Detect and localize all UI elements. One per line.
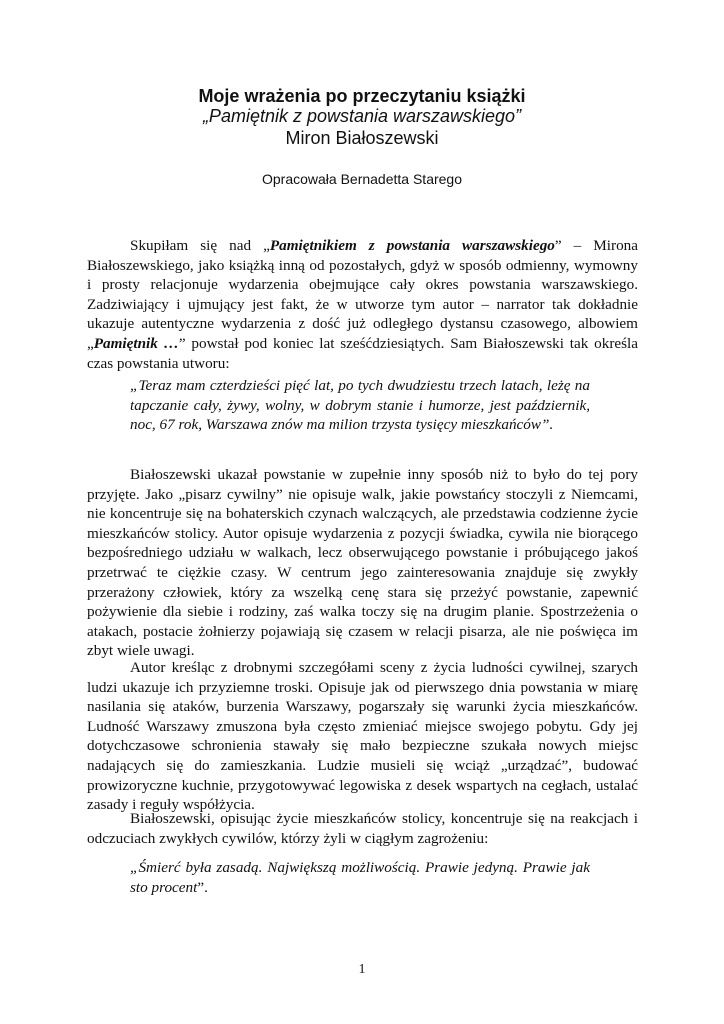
quote-2-end: ”.	[197, 878, 208, 896]
quote-2-text: „Śmierć była zasadą. Największą możliwością. Prawie jedyną. Prawie jak sto procent	[130, 859, 590, 896]
book-title: „Pamiętnik z powstania warszawskiego”	[202, 106, 522, 126]
p1-book-title: Pamiętnikiem z powstania warszawskiego	[269, 237, 555, 254]
p1-text-c: ” – Mirona Białoszewskiego, jako książką inną od pozostałych, gdyż w sposób odmienny, wymowny i prosty relacjonuje wydarzenia obejmujące cały okres powstania warszawskiego. Zadziwiający i ujmujący jest fakt, że w utworze tym autor – narrator tak dokładnie ukazuje autentyczne wydarzenia z dość już odległego dystansu czasowego, albowiem „	[87, 237, 638, 352]
book-author: Miron Białoszewski	[285, 128, 439, 148]
paragraph-3: Autor kreśląc z drobnymi szczegółami sceny z życia ludności cywilnej, szarych ludzi ukazuje ich przyziemne troski. Opisuje jak od pierwszego dnia powstania w miarę nasilania się ataków, burzenia Warszawy, pogarszały się warunki życia mieszkańców. Ludność Warszawy zmuszona była często zmieniać miejsce swojego pobytu. Gdy jej dotychczasowe schronienia stawały się mało bezpieczne szukała nowych miejsc nadających się do zamieszkania. Ludzie musieli się wciąż „urządzać”, budować prowizoryczne kuchnie, przygotowywać legowiska z desek wspartych na cegłach, ustalać zasady i reguły współżycia.	[87, 659, 638, 814]
paragraph-2: Białoszewski ukazał powstanie w zupełnie inny sposób niż to było do tej pory przyjęte. Jako „pisarz cywilny” nie opisuje walk, jakie powstańcy stoczyli z Niemcami, nie koncentruje się na bohaterskich czynach walczących, ale przedstawia codzienne życie mieszkańców stolicy. Autor opisuje wydarzenia z pozycji świadka, cywila nie biorącego bezpośredniego udziału w walkach, lecz obserwującego powstanie i próbującego jakoś przetrwać te ciężkie czasy. W centrum jego zainteresowania znajduje się zwykły przerażony człowiek, który za wszelką cenę stara się przeżyć powstanie, zapewnić pożywienie dla siebie i rodziny, zaś walka toczy się na drugim planie. Spostrzeżenia o atakach, postacie żołnierzy pojawiają się czasem w relacji pisarza, ale nie poświęca im zbyt wiele uwagi.	[87, 466, 638, 660]
p1-text-e: ” powstał pod koniec lat sześćdziesiątych. Sam Białoszewski tak określa czas powstania utworu:	[87, 334, 638, 372]
paragraph-1	[87, 236, 638, 373]
p1-book-short-title: Pamiętnik …	[93, 334, 179, 352]
quote-1: „Teraz mam czterdzieści pięć lat, po tych dwudziestu trzech latach, leżę na tapczanie cały, żywy, wolny, w dobrym stanie i humorze, jest październik, noc, 67 rok, Warszawa znów ma milion trzysta tysięcy mieszkańców”.	[130, 377, 590, 434]
paragraph-4: Białoszewski, opisując życie mieszkańców stolicy, koncentruje się na reakcjach i odczuciach zwykłych cywilów, którzy żyli w ciągłym zagrożeniu:	[87, 810, 638, 847]
page-title: Moje wrażenia po przeczytaniu książki	[198, 86, 526, 106]
p1-text-a: Skupiłam się nad „	[130, 237, 270, 254]
essay-author: Opracowała Bernadetta Starego	[261, 171, 462, 187]
page-number: 1	[358, 962, 366, 977]
quote-2	[130, 858, 590, 897]
